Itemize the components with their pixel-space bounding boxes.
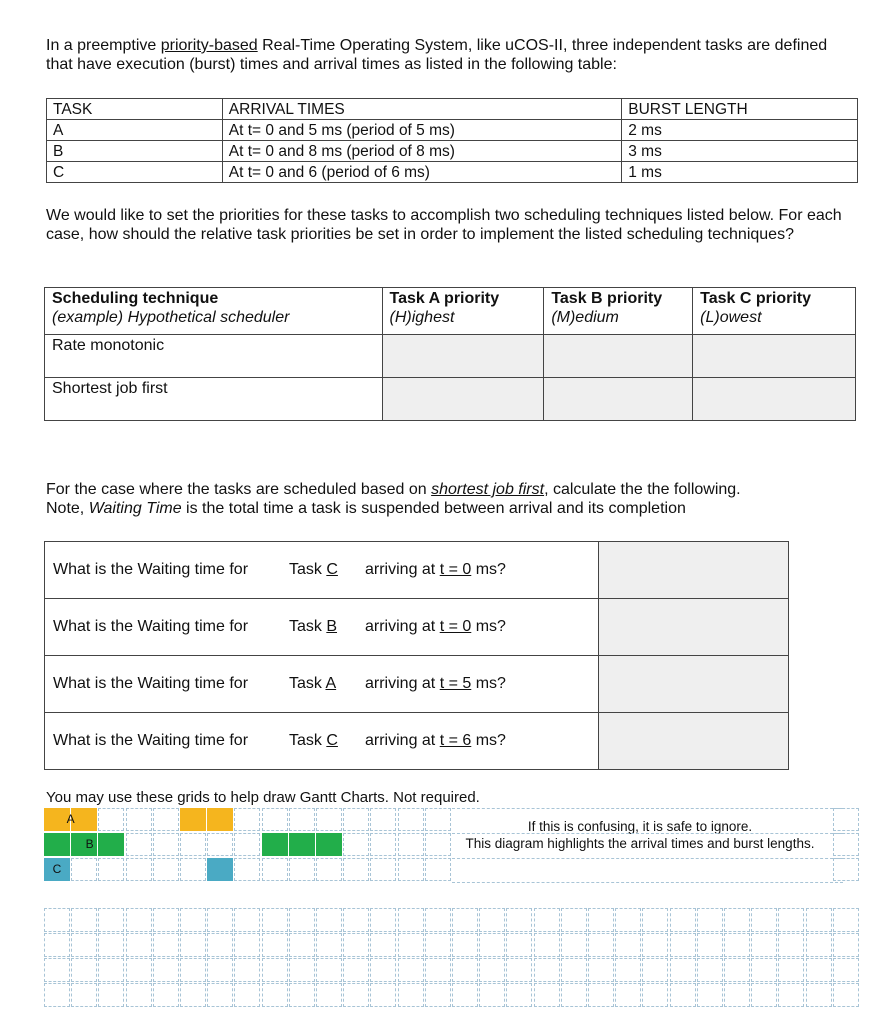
question-prefix: What is the Waiting time for [53, 561, 249, 578]
gantt-blank-cell[interactable] [234, 933, 260, 957]
gantt-cell [370, 833, 396, 856]
gantt-blank-cell[interactable] [398, 983, 424, 1007]
intro-paragraph [46, 36, 846, 74]
technique-rate-monotonic: Rate monotonic [45, 335, 383, 378]
gantt-blank-cell[interactable] [262, 908, 288, 932]
question-arrival: arriving at t = 6 ms? [365, 732, 506, 749]
question-text [45, 599, 599, 656]
gantt-blank-cell[interactable] [615, 958, 641, 982]
gantt-blank-cell[interactable] [180, 983, 206, 1007]
task-table-cell: At t= 0 and 8 ms (period of 8 ms) [222, 141, 621, 162]
gantt-cell [153, 833, 179, 856]
gantt-blank-cell[interactable] [670, 933, 696, 957]
example-task-b: (M)edium [551, 309, 619, 326]
gantt-cell [343, 858, 369, 881]
question-row [45, 656, 789, 713]
gantt-cell [425, 858, 451, 881]
intro-underlined-term: priority-based [160, 37, 258, 54]
gantt-blank-cell[interactable] [234, 983, 260, 1007]
answer-box[interactable] [599, 656, 789, 713]
priority-instructions: We would like to set the priorities for these tasks to accomplish two scheduling techniques listed below. For each case, how should the relative task priorities be set in order to implement the listed scheduling techniques? [46, 207, 842, 243]
gantt-blank-cell[interactable] [724, 958, 750, 982]
gantt-blank-cell[interactable] [751, 908, 777, 932]
gantt-bar-a [180, 808, 206, 831]
waiting-time-table [44, 541, 789, 770]
gantt-blank-cell[interactable] [670, 908, 696, 932]
gantt-blank-cell[interactable] [479, 958, 505, 982]
task-table-cell: C [47, 162, 223, 183]
gantt-blank-cell[interactable] [425, 933, 451, 957]
gantt-blank-cell[interactable] [398, 933, 424, 957]
gantt-blank-cell[interactable] [452, 933, 478, 957]
gantt-blank-cell[interactable] [289, 983, 315, 1007]
gantt-blank-cell[interactable] [180, 958, 206, 982]
question-arrival: arriving at t = 5 ms? [365, 675, 506, 692]
priority-header-cell [693, 288, 856, 335]
gantt-blank-cell[interactable] [316, 908, 342, 932]
gantt-blank-cell[interactable] [370, 908, 396, 932]
question-task: Task C [289, 732, 338, 749]
gantt-cell [153, 858, 179, 881]
gantt-cell [370, 858, 396, 881]
gantt-cell [289, 808, 315, 831]
gantt-blank-cell[interactable] [98, 983, 124, 1007]
gantt-blank-cell[interactable] [153, 983, 179, 1007]
gantt-blank-cell[interactable] [262, 933, 288, 957]
gantt-cell [316, 808, 342, 831]
gantt-blank-cell[interactable] [506, 983, 532, 1007]
note-emphasis: Waiting Time [88, 500, 182, 517]
gantt-blank-cell[interactable] [343, 933, 369, 957]
gantt-blank-cell[interactable] [724, 933, 750, 957]
waiting-time-instructions [46, 480, 846, 518]
gantt-blank-cell[interactable] [180, 933, 206, 957]
gantt-blank-cell[interactable] [561, 933, 587, 957]
gantt-blank-cell[interactable] [289, 933, 315, 957]
question-arrival: arriving at t = 0 ms? [365, 561, 506, 578]
gantt-blank-cell[interactable] [833, 908, 859, 932]
gantt-blank-cell[interactable] [343, 958, 369, 982]
question-text [45, 656, 599, 713]
task-table-cell: A [47, 120, 223, 141]
task-table-cell: 3 ms [622, 141, 858, 162]
header-task-b-priority: Task B priority [551, 290, 663, 307]
gantt-note-line-1: If this is confusing, it is safe to ignore. [527, 819, 753, 834]
gantt-cell [126, 808, 152, 831]
question-task: Task C [289, 561, 338, 578]
gantt-blank-cell[interactable] [452, 908, 478, 932]
gantt-cell [234, 858, 260, 881]
gantt-blank-cell[interactable] [71, 908, 97, 932]
priority-header-cell [382, 288, 544, 335]
para3-text-1: For the case where the tasks are scheduled based on [46, 481, 432, 498]
gantt-cell [316, 858, 342, 881]
gantt-blank-cell[interactable] [126, 933, 152, 957]
question-arrival: arriving at t = 0 ms? [365, 618, 506, 635]
gantt-blank-cell[interactable] [343, 983, 369, 1007]
gantt-blank-cell[interactable] [615, 908, 641, 932]
task-table-header: TASK [47, 99, 223, 120]
gantt-cell [425, 808, 451, 831]
gantt-cell [398, 833, 424, 856]
gantt-blank-cell[interactable] [234, 908, 260, 932]
gantt-task-label: A [66, 812, 75, 826]
gantt-blank-cell[interactable] [479, 983, 505, 1007]
gantt-blank-cell[interactable] [615, 933, 641, 957]
gantt-blank-cell[interactable] [534, 908, 560, 932]
gantt-blank-cell[interactable] [98, 908, 124, 932]
gantt-blank-cell[interactable] [153, 933, 179, 957]
gantt-blank-cell[interactable] [534, 983, 560, 1007]
gantt-bar-a [207, 808, 233, 831]
gantt-cell [180, 858, 206, 881]
gantt-row-guide [452, 858, 843, 883]
question-text [45, 713, 599, 770]
gantt-row-guide [452, 808, 843, 832]
gantt-blank-cell[interactable] [262, 983, 288, 1007]
gantt-blank-cell[interactable] [615, 983, 641, 1007]
gantt-cell [262, 808, 288, 831]
gantt-blank-cell[interactable] [778, 908, 804, 932]
gantt-bar-b [289, 833, 315, 856]
gantt-cell [398, 858, 424, 881]
task-table-cell: At t= 0 and 5 ms (period of 5 ms) [222, 120, 621, 141]
answer-cell-rm-task-b[interactable] [544, 335, 693, 378]
gantt-blank-cell[interactable] [479, 908, 505, 932]
gantt-blank-cell[interactable] [778, 933, 804, 957]
gantt-blank-cell[interactable] [697, 958, 723, 982]
gantt-blank-cell[interactable] [806, 958, 832, 982]
gantt-blank-cell[interactable] [234, 958, 260, 982]
gantt-cell [98, 858, 124, 881]
gantt-blank-cell[interactable] [778, 958, 804, 982]
answer-cell-rm-task-c[interactable] [693, 335, 856, 378]
gantt-blank-cell[interactable] [126, 983, 152, 1007]
question-prefix: What is the Waiting time for [53, 618, 249, 635]
gantt-bar-c [207, 858, 233, 881]
gantt-blank-cell[interactable] [98, 933, 124, 957]
answer-cell-sjf-task-a[interactable] [382, 378, 544, 421]
gantt-cell [234, 808, 260, 831]
gantt-bar-b [44, 833, 70, 856]
task-table-header: BURST LENGTH [622, 99, 858, 120]
gantt-cell [153, 808, 179, 831]
gantt-cell [180, 833, 206, 856]
gantt-blank-cell[interactable] [561, 983, 587, 1007]
gantt-blank-cell[interactable] [44, 933, 70, 957]
gantt-blank-cell[interactable] [370, 983, 396, 1007]
gantt-blank-cell[interactable] [452, 958, 478, 982]
gantt-blank-cell[interactable] [343, 908, 369, 932]
example-task-c: (L)owest [700, 309, 762, 326]
example-technique: (example) Hypothetical scheduler [52, 309, 290, 326]
gantt-blank-cell[interactable] [697, 908, 723, 932]
gantt-blank-cell[interactable] [398, 958, 424, 982]
priority-table [44, 287, 856, 421]
gantt-blank-cell[interactable] [561, 908, 587, 932]
gantt-blank-cell[interactable] [670, 983, 696, 1007]
gantt-cell [398, 808, 424, 831]
answer-box[interactable] [599, 542, 789, 599]
gantt-blank-cell[interactable] [833, 933, 859, 957]
gantt-blank-cell[interactable] [588, 908, 614, 932]
gantt-blank-cell[interactable] [806, 983, 832, 1007]
answer-cell-sjf-task-b[interactable] [544, 378, 693, 421]
gantt-blank-cell[interactable] [724, 908, 750, 932]
gantt-cell [71, 858, 97, 881]
gantt-blank-cell[interactable] [425, 908, 451, 932]
gantt-task-label: C [52, 862, 62, 876]
gantt-cell [289, 858, 315, 881]
gantt-blank-cell[interactable] [71, 983, 97, 1007]
gantt-blank-cell[interactable] [316, 983, 342, 1007]
gantt-blank-cell[interactable] [588, 933, 614, 957]
table-row [45, 378, 856, 421]
gantt-cell [343, 833, 369, 856]
technique-shortest-job-first: Shortest job first [45, 378, 383, 421]
gantt-blank-cell[interactable] [207, 933, 233, 957]
question-prefix: What is the Waiting time for [53, 732, 249, 749]
task-table-header: ARRIVAL TIMES [222, 99, 621, 120]
gantt-blank-cell[interactable] [370, 958, 396, 982]
gantt-cell [343, 808, 369, 831]
gantt-task-label: B [85, 837, 94, 851]
para3-emphasis: shortest job first [431, 481, 545, 498]
answer-cell-rm-task-a[interactable] [382, 335, 544, 378]
note-text: is the total time a task is suspended between arrival and its completion [181, 500, 686, 517]
gantt-blank-cell[interactable] [724, 983, 750, 1007]
gantt-blank-cell[interactable] [751, 933, 777, 957]
gantt-blank-cell[interactable] [642, 908, 668, 932]
gantt-blank-cell[interactable] [98, 958, 124, 982]
question-row [45, 542, 789, 599]
gantt-blank-cell[interactable] [44, 908, 70, 932]
priority-header-cell [45, 288, 383, 335]
answer-cell-sjf-task-c[interactable] [693, 378, 856, 421]
gantt-blank-cell[interactable] [642, 983, 668, 1007]
header-task-c-priority: Task C priority [700, 290, 811, 307]
answer-box[interactable] [599, 713, 789, 770]
gantt-blank-cell[interactable] [207, 908, 233, 932]
gantt-blank-cell[interactable] [180, 908, 206, 932]
gantt-blank-cell[interactable] [207, 983, 233, 1007]
gantt-blank-cell[interactable] [506, 933, 532, 957]
gantt-blank-cell[interactable] [44, 983, 70, 1007]
note-prefix: Note, [46, 500, 89, 517]
gantt-blank-cell[interactable] [561, 958, 587, 982]
gantt-blank-cell[interactable] [588, 983, 614, 1007]
question-row [45, 713, 789, 770]
gantt-blank-cell[interactable] [833, 958, 859, 982]
question-task: Task A [289, 675, 337, 692]
question-task: Task B [289, 618, 338, 635]
gantt-blank-cell[interactable] [452, 983, 478, 1007]
gantt-blank-cell[interactable] [153, 908, 179, 932]
gantt-cell [262, 858, 288, 881]
table-row [47, 141, 858, 162]
gantt-blank-cell[interactable] [316, 958, 342, 982]
gantt-blank-cell[interactable] [425, 983, 451, 1007]
intro-text-1: In a preemptive [46, 37, 161, 54]
gantt-bar-b [262, 833, 288, 856]
gantt-cell [234, 833, 260, 856]
gantt-blank-cell[interactable] [506, 958, 532, 982]
gantt-blank-cell[interactable] [425, 958, 451, 982]
task-table-cell: B [47, 141, 223, 162]
gantt-blank-cell[interactable] [262, 958, 288, 982]
gantt-blank-cell[interactable] [71, 933, 97, 957]
gantt-blank-cell[interactable] [534, 933, 560, 957]
gantt-blank-cell[interactable] [44, 958, 70, 982]
gantt-blank-cell[interactable] [398, 908, 424, 932]
gantt-bar-b [316, 833, 342, 856]
gantt-blank-cell[interactable] [751, 958, 777, 982]
gantt-blank-cell[interactable] [697, 983, 723, 1007]
gantt-blank-cell[interactable] [71, 958, 97, 982]
question-row [45, 599, 789, 656]
gantt-blank-cell[interactable] [751, 983, 777, 1007]
gantt-blank-cell[interactable] [153, 958, 179, 982]
question-prefix: What is the Waiting time for [53, 675, 249, 692]
table-row [47, 162, 858, 183]
table-header-row [47, 99, 858, 120]
task-table-cell: 2 ms [622, 120, 858, 141]
gantt-cell [370, 808, 396, 831]
gantt-blank-cell[interactable] [670, 958, 696, 982]
gantt-label: You may use these grids to help draw Gantt Charts. Not required. [46, 789, 480, 806]
gantt-cell [126, 858, 152, 881]
gantt-blank-cell[interactable] [506, 908, 532, 932]
task-table [46, 98, 858, 183]
example-task-a: (H)ighest [389, 309, 455, 326]
gantt-blank-cell[interactable] [207, 958, 233, 982]
gantt-blank-cell[interactable] [588, 958, 614, 982]
gantt-blank-cell[interactable] [534, 958, 560, 982]
answer-box[interactable] [599, 599, 789, 656]
priority-header-cell [544, 288, 693, 335]
gantt-cell [425, 833, 451, 856]
gantt-blank-cell[interactable] [806, 933, 832, 957]
gantt-cell [126, 833, 152, 856]
task-table-cell: At t= 0 and 6 (period of 6 ms) [222, 162, 621, 183]
table-row [45, 335, 856, 378]
task-table-cell: 1 ms [622, 162, 858, 183]
gantt-cell [98, 808, 124, 831]
gantt-blank-cell[interactable] [289, 958, 315, 982]
gantt-blank-cell[interactable] [697, 933, 723, 957]
para3-text-2: , calculate the the following. [544, 481, 741, 498]
gantt-blank-cell[interactable] [806, 908, 832, 932]
gantt-blank-cell[interactable] [642, 958, 668, 982]
header-task-a-priority: Task A priority [389, 290, 500, 307]
gantt-blank-cell[interactable] [778, 983, 804, 1007]
gantt-blank-cell[interactable] [479, 933, 505, 957]
table-row [47, 120, 858, 141]
intro-text-2: Real-Time Operating System, like uCOS-II, three independent tasks are defined that have execution (burst) times and arrival times as listed in the following table: [46, 37, 828, 73]
gantt-blank-cell[interactable] [833, 983, 859, 1007]
gantt-cell [207, 833, 233, 856]
gantt-blank-cell[interactable] [370, 933, 396, 957]
gantt-blank-cell[interactable] [642, 933, 668, 957]
gantt-blank-cell[interactable] [126, 958, 152, 982]
gantt-row-guide [452, 833, 843, 857]
header-scheduling-technique: Scheduling technique [52, 290, 219, 307]
gantt-note-line-2: This diagram highlights the arrival times and burst lengths. [465, 836, 815, 851]
gantt-blank-cell[interactable] [126, 908, 152, 932]
gantt-blank-cell[interactable] [316, 933, 342, 957]
gantt-blank-cell[interactable] [289, 908, 315, 932]
question-text [45, 542, 599, 599]
